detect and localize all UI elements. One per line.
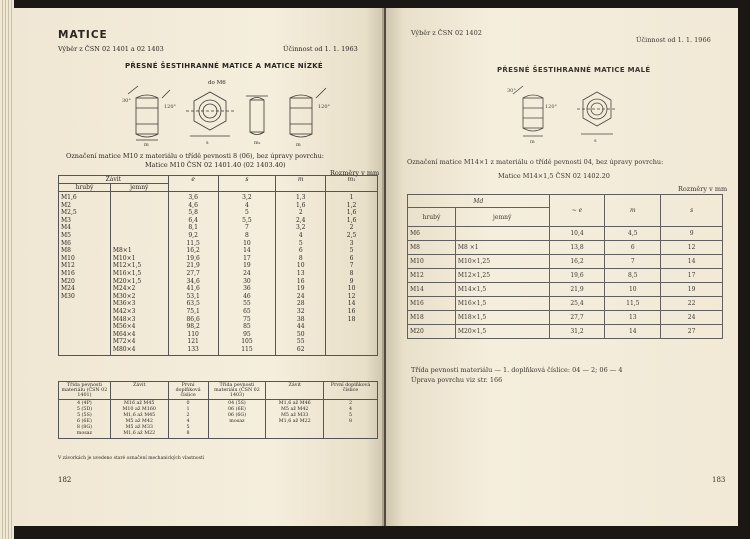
table-cell: 1,3: [295, 194, 306, 201]
table-cell: 24: [243, 269, 251, 277]
table-cell: 21,9: [186, 262, 200, 270]
table-cell: 14: [243, 247, 251, 255]
table-cell: 1,2: [346, 201, 357, 209]
table-cell: 8,1: [188, 224, 198, 232]
table-cell: 24: [296, 292, 305, 300]
table-cell: [113, 217, 166, 225]
table-cell: 105: [241, 338, 253, 346]
table-cell: M6: [61, 239, 71, 247]
table-cell: 110: [187, 330, 199, 338]
table-cell: 75,1: [186, 307, 200, 315]
coarse-header: hrubý: [59, 184, 111, 192]
s-header: s: [218, 176, 276, 192]
table-cell: M20: [408, 325, 456, 339]
table-cell: 4: [245, 201, 249, 209]
class-c4: 04 (5S) 06 (6E) 06 (6G) mosaz: [208, 400, 266, 439]
table-cell: M42×3: [112, 307, 136, 315]
e-header: e: [168, 176, 218, 192]
svg-text:m: m: [296, 142, 301, 148]
svg-text:120°: 120°: [545, 104, 558, 110]
table-cell: 25,4: [549, 297, 605, 311]
table-cell: M8: [408, 241, 456, 255]
table-cell: 1,6: [346, 209, 357, 217]
e-column: [168, 192, 218, 356]
effective-date-right: Účinnost od 1. 1. 1966: [636, 36, 711, 44]
table-cell: 19: [243, 262, 251, 270]
table-cell: 16,2: [186, 247, 200, 255]
m1-column: [326, 192, 378, 356]
table-cell: M2: [61, 201, 71, 209]
class-h6: První doplňková číslice: [324, 382, 378, 400]
table-cell: M10: [408, 255, 456, 269]
table-cell: M16: [61, 269, 75, 277]
table-cell: M14×1,5: [455, 283, 549, 297]
table-cell: 8,5: [605, 269, 661, 283]
table-cell: 2,4: [295, 216, 306, 224]
table-cell: [61, 308, 108, 316]
md-header: Md: [408, 195, 550, 208]
table-cell: 95: [243, 330, 251, 338]
table-cell: M8×1: [112, 247, 132, 255]
excerpt-line: Výběr z ČSN 02 1401 a 02 1403: [58, 45, 164, 53]
section-title-right: PŘESNÉ ŠESTIHRANNÉ MATICE MALÉ: [497, 66, 651, 74]
footnote: V závorkách je uvedeno staré označení mechanických vlastností: [58, 456, 205, 461]
table-cell: 8: [245, 231, 249, 239]
table-cell: 7: [245, 224, 249, 232]
thread-header: Závit: [59, 176, 169, 184]
class-c1: 4 (4P) 5 (5D) 5 (5S) 6 (6E) 8 (8G) mosaz: [59, 400, 111, 439]
table-cell: 28: [296, 300, 305, 308]
table-cell: 50: [296, 330, 305, 338]
table-cell: 1: [349, 194, 354, 201]
units-note: Rozměry v mm: [330, 169, 380, 177]
class-h2: Závit: [110, 382, 168, 400]
svg-text:120°: 120°: [318, 104, 331, 110]
table-cell: 6: [298, 247, 303, 255]
table-cell: 10: [243, 239, 251, 247]
table-cell: M12: [408, 269, 456, 283]
svg-text:m₁: m₁: [254, 140, 261, 146]
table-cell: [455, 227, 549, 241]
svg-text:s: s: [206, 140, 209, 146]
table-cell: 22: [661, 297, 723, 311]
table-cell: 10: [347, 285, 356, 293]
table-cell: M8: [61, 247, 71, 255]
table-cell: M8 ×1: [455, 241, 549, 255]
table-cell: [328, 323, 375, 331]
table-cell: [113, 209, 166, 217]
table-cell: 5: [349, 247, 354, 255]
table-cell: 31,2: [549, 325, 605, 339]
table-row: [408, 283, 723, 297]
fine-column: [110, 192, 168, 356]
table-cell: M4: [61, 224, 71, 232]
table-cell: M12×1,25: [455, 269, 549, 283]
table-cell: M10×1,25: [455, 255, 549, 269]
surface-note: Úprava povrchu viz str. 166: [411, 376, 503, 384]
class-h1: Třída pevnosti materiálu (ČSN 02 1401): [59, 382, 111, 400]
table-cell: 121: [187, 338, 199, 346]
table-cell: M18: [408, 311, 456, 325]
svg-text:30°: 30°: [507, 88, 516, 94]
table-cell: 16: [296, 277, 305, 285]
class-c5: M1,6 až M46 M5 až M42 M5 až M33 M1,6 až M22: [266, 400, 324, 439]
table-cell: M72×4: [112, 338, 136, 346]
table-cell: 19: [661, 283, 723, 297]
units-note-right: Rozměry v mm: [678, 185, 728, 193]
table-cell: 53,1: [186, 292, 200, 300]
class-c2: M16 až M45 M10 až M160 M1,6 až M45 M5 až M42 M5 až M33 M1,6 až M22: [110, 400, 168, 439]
table-cell: 5: [245, 209, 249, 217]
table-cell: 8: [298, 254, 303, 262]
table-row: [408, 255, 723, 269]
class-h3: První doplňková číslice: [168, 382, 208, 400]
table-cell: M64×4: [112, 330, 136, 338]
example-text-right: Označení matice M14×1 z materiálu o třídě pevnosti 04, bez úpravy povrchu:: [407, 158, 664, 166]
fine-header-right: jemný: [455, 208, 549, 227]
table-cell: 18: [347, 315, 356, 323]
table-cell: 115: [241, 345, 253, 353]
table-cell: 9,2: [188, 231, 198, 239]
table-cell: [113, 194, 166, 202]
class-c6: 2 4 5 8: [324, 400, 378, 439]
section-title: PŘESNÉ ŠESTIHRANNÉ MATICE A MATICE NÍZKÉ: [125, 62, 324, 70]
table-cell: 63,5: [186, 300, 200, 308]
table-cell: 13: [296, 269, 305, 277]
svg-text:s: s: [594, 138, 597, 144]
table-cell: M16×1,5: [455, 297, 549, 311]
table-row: [408, 311, 723, 325]
page-number-right: 183: [712, 476, 726, 484]
table-cell: 6: [349, 254, 354, 262]
table-cell: 38: [296, 315, 305, 323]
coarse-header-right: hrubý: [408, 208, 456, 227]
drawing-note: do M6: [208, 80, 226, 86]
fine-header: jemný: [110, 184, 168, 192]
nut-drawings: [118, 84, 338, 148]
table-cell: M16×1,5: [112, 269, 142, 277]
table-cell: [61, 323, 108, 331]
strength-class-table: [58, 381, 378, 439]
table-cell: M18×1,5: [455, 311, 549, 325]
class-h4: Třída pevnosti materiálu (ČSN 02 1403): [208, 382, 266, 400]
table-cell: 41,6: [186, 285, 200, 293]
table-cell: [328, 331, 375, 339]
svg-text:30°: 30°: [122, 98, 131, 104]
table-cell: 4,5: [605, 227, 661, 241]
table-cell: 34,6: [186, 277, 200, 285]
table-cell: 1,6: [346, 216, 357, 224]
class-c3: 0 1 2 4 5 8: [168, 400, 208, 439]
table-cell: 85: [243, 323, 251, 331]
table-cell: 1,6: [295, 201, 306, 209]
table-cell: 44: [296, 323, 305, 331]
s-column: [218, 192, 276, 356]
table-cell: 4: [298, 231, 303, 239]
table-cell: 62: [296, 345, 305, 353]
table-cell: M20: [61, 277, 75, 285]
table-row: [408, 241, 723, 255]
m-column: [276, 192, 326, 356]
table-cell: M24: [61, 285, 75, 293]
example-designation: Matice M10 ČSN 02 1401.40 (02 1403.40): [145, 161, 286, 169]
table-cell: 21,9: [549, 283, 605, 297]
table-cell: [113, 232, 166, 240]
table-cell: M5: [61, 231, 71, 239]
table-cell: 75: [243, 315, 251, 323]
table-cell: 10: [296, 262, 305, 270]
table-cell: 133: [187, 345, 199, 353]
m-header: m: [276, 176, 326, 192]
table-cell: 19: [296, 285, 305, 293]
table-cell: 14: [605, 325, 661, 339]
table-cell: M12×1,5: [112, 262, 142, 270]
table-cell: 32: [296, 307, 305, 315]
page-number-left: 182: [58, 476, 72, 484]
table-cell: M3: [61, 216, 71, 224]
table-cell: 36: [243, 285, 251, 293]
table-cell: M6: [408, 227, 456, 241]
table-row: [408, 297, 723, 311]
table-cell: 7: [605, 255, 661, 269]
table-cell: 3,2: [295, 224, 306, 232]
table-cell: M80×4: [112, 345, 136, 353]
small-nut-drawings: [505, 82, 635, 146]
table-cell: M1,6: [61, 194, 77, 201]
table-cell: 27,7: [549, 311, 605, 325]
table-cell: M20×1,5: [455, 325, 549, 339]
table-row: [408, 269, 723, 283]
page-heading: MATICE: [58, 29, 108, 41]
table-cell: 3: [349, 239, 354, 247]
page-edges: [0, 0, 14, 539]
table-cell: 12: [347, 292, 356, 300]
dimensions-table: [58, 175, 378, 356]
table-cell: [61, 331, 108, 339]
table-cell: [61, 316, 108, 324]
m-header-right: m: [605, 195, 661, 227]
table-cell: 3,2: [242, 194, 252, 201]
table-cell: 10: [605, 283, 661, 297]
table-cell: 46: [243, 292, 251, 300]
table-cell: [113, 202, 166, 210]
table-cell: 14: [661, 255, 723, 269]
table-cell: [328, 338, 375, 346]
table-cell: [328, 346, 375, 354]
table-cell: 27: [661, 325, 723, 339]
example-text: Označení matice M10 z materiálu o třídě pevnosti 8 (06), bez úpravy povrchu:: [66, 152, 324, 160]
effective-date: Účinnost od 1. 1. 1963: [283, 45, 358, 53]
table-cell: 2,5: [346, 231, 357, 239]
table-cell: 12: [661, 241, 723, 255]
table-cell: 17: [243, 254, 251, 262]
table-cell: 9: [349, 277, 354, 285]
table-cell: 55: [243, 300, 251, 308]
table-cell: [61, 300, 108, 308]
table-cell: 16,2: [549, 255, 605, 269]
table-cell: M10×1: [112, 254, 136, 262]
table-cell: 13: [605, 311, 661, 325]
table-cell: M30×2: [112, 292, 136, 300]
table-cell: M30: [61, 292, 75, 300]
table-cell: [113, 240, 166, 248]
svg-text:m: m: [144, 142, 149, 148]
table-cell: 2: [349, 224, 354, 232]
table-cell: 11,5: [186, 239, 200, 247]
table-cell: 5: [298, 239, 303, 247]
table-cell: 86,6: [186, 315, 200, 323]
table-cell: 55: [296, 338, 305, 346]
table-cell: M56×4: [112, 323, 136, 331]
class-h5: Závit: [266, 382, 324, 400]
table-cell: M36×3: [112, 300, 136, 308]
table-cell: M20×1,5: [112, 277, 142, 285]
table-cell: M12: [61, 262, 75, 270]
table-cell: M48×3: [112, 315, 136, 323]
table-cell: 3,6: [188, 194, 198, 201]
table-cell: 27,7: [186, 269, 200, 277]
table-cell: 10,4: [549, 227, 605, 241]
table-cell: 4,6: [188, 201, 198, 209]
table-cell: [113, 224, 166, 232]
table-cell: M10: [61, 254, 75, 262]
table-cell: 9: [661, 227, 723, 241]
e-header-right: ~ e: [549, 195, 605, 227]
s-header-right: s: [661, 195, 723, 227]
table-cell: 16: [347, 307, 356, 315]
example-designation-right: Matice M14×1,5 ČSN 02 1402.20: [498, 172, 610, 180]
table-cell: M14: [408, 283, 456, 297]
class-note: Třída pevnosti materiálu — 1. doplňková číslice: 04 — 2; 06 — 4: [411, 366, 623, 374]
table-cell: 5,5: [242, 216, 252, 224]
table-cell: 65: [243, 307, 251, 315]
table-cell: 13,8: [549, 241, 605, 255]
table-cell: 5,8: [188, 209, 198, 217]
table-cell: 30: [243, 277, 251, 285]
table-cell: M24×2: [112, 285, 136, 293]
table-cell: M16: [408, 297, 456, 311]
table-row: [408, 325, 723, 339]
small-nut-table: [407, 194, 723, 339]
table-cell: 7: [349, 262, 354, 270]
table-cell: 19,6: [186, 254, 200, 262]
table-cell: 17: [661, 269, 723, 283]
coarse-column: [59, 192, 111, 356]
table-cell: 24: [661, 311, 723, 325]
table-cell: [61, 338, 108, 346]
table-cell: 14: [347, 300, 356, 308]
table-cell: 98,2: [186, 323, 200, 331]
table-cell: 19,6: [549, 269, 605, 283]
table-cell: 8: [349, 269, 354, 277]
table-cell: 2: [298, 209, 303, 217]
table-cell: 6: [605, 241, 661, 255]
svg-text:120°: 120°: [164, 104, 177, 110]
excerpt-line-right: Výběr z ČSN 02 1402: [411, 29, 482, 37]
m1-header: m₁: [326, 176, 378, 192]
table-cell: 6,4: [188, 216, 198, 224]
table-row: [408, 227, 723, 241]
svg-text:m: m: [530, 139, 535, 145]
table-cell: 11,5: [605, 297, 661, 311]
table-cell: M2,5: [61, 209, 77, 217]
